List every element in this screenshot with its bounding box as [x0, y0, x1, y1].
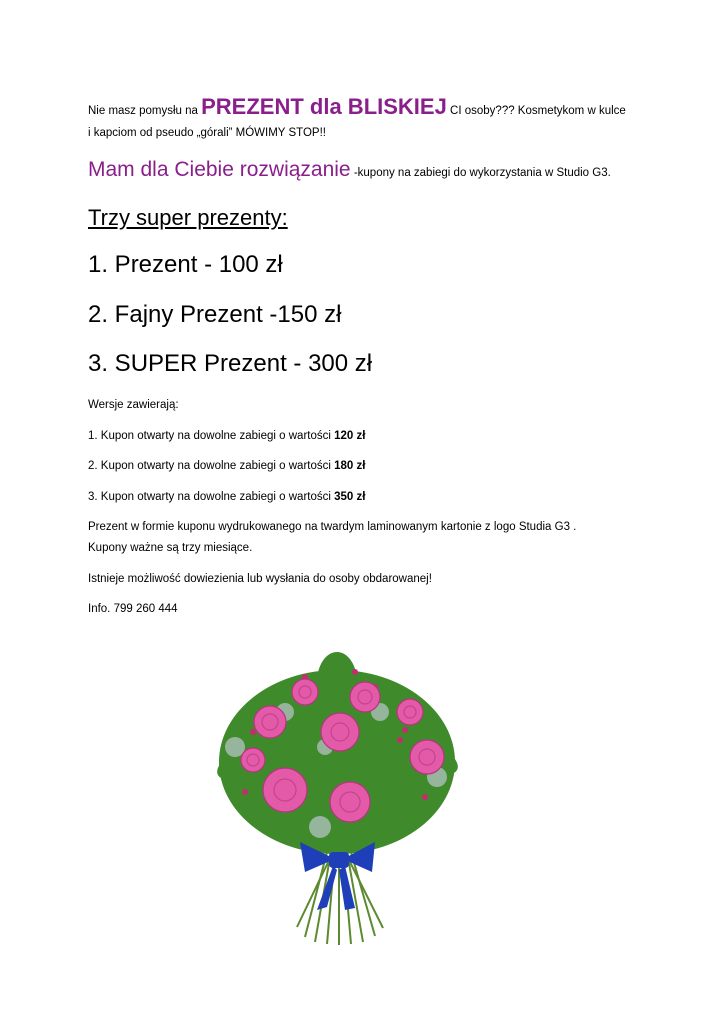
- version-item: [88, 460, 365, 472]
- flower-bouquet-image: [205, 652, 470, 952]
- intro-text: Nie masz pomysłu na: [88, 105, 202, 117]
- intro-line-1: [88, 94, 626, 120]
- version-text: 2. Kupon otwarty na dowolne zabiegi o wartości: [88, 460, 335, 472]
- intro-highlight: PREZENT dla BLISKIEJ: [201, 94, 447, 119]
- versions-heading: Wersje zawierają:: [88, 399, 179, 411]
- version-value: 180 zł: [334, 460, 366, 472]
- format-line-2: Kupony ważne są trzy miesiące.: [88, 542, 253, 554]
- solution-text: -kupony na zabiegi do wykorzystania w Studio G3.: [350, 167, 611, 179]
- gift-item: 2. Fajny Prezent -150 zł: [88, 301, 342, 328]
- format-line-1: Prezent w formie kuponu wydrukowanego na twardym laminowanym kartonie z logo Studia G3 .: [88, 521, 577, 533]
- gifts-heading: Trzy super prezenty:: [88, 205, 288, 230]
- gift-item: 3. SUPER Prezent - 300 zł: [88, 350, 373, 377]
- intro-line-2: i kapciom od pseudo „górali” MÓWIMY STOP!!: [88, 127, 326, 139]
- version-item: [88, 491, 365, 503]
- solution-highlight: Mam dla Ciebie rozwiązanie: [88, 158, 351, 181]
- solution-line: [88, 158, 611, 182]
- version-text: 1. Kupon otwarty na dowolne zabiegi o wartości: [88, 430, 335, 442]
- intro-text-post: CI osoby??? Kosmetykom w kulce: [446, 105, 626, 117]
- gift-item: 1. Prezent - 100 zł: [88, 251, 283, 278]
- version-item: [88, 430, 365, 442]
- version-value: 120 zł: [334, 430, 366, 442]
- delivery-line: Istnieje możliwość dowiezienia lub wysłania do osoby obdarowanej!: [88, 573, 432, 585]
- version-text: 3. Kupon otwarty na dowolne zabiegi o wartości: [88, 491, 335, 503]
- info-phone: Info. 799 260 444: [88, 603, 178, 615]
- version-value: 350 zł: [334, 491, 366, 503]
